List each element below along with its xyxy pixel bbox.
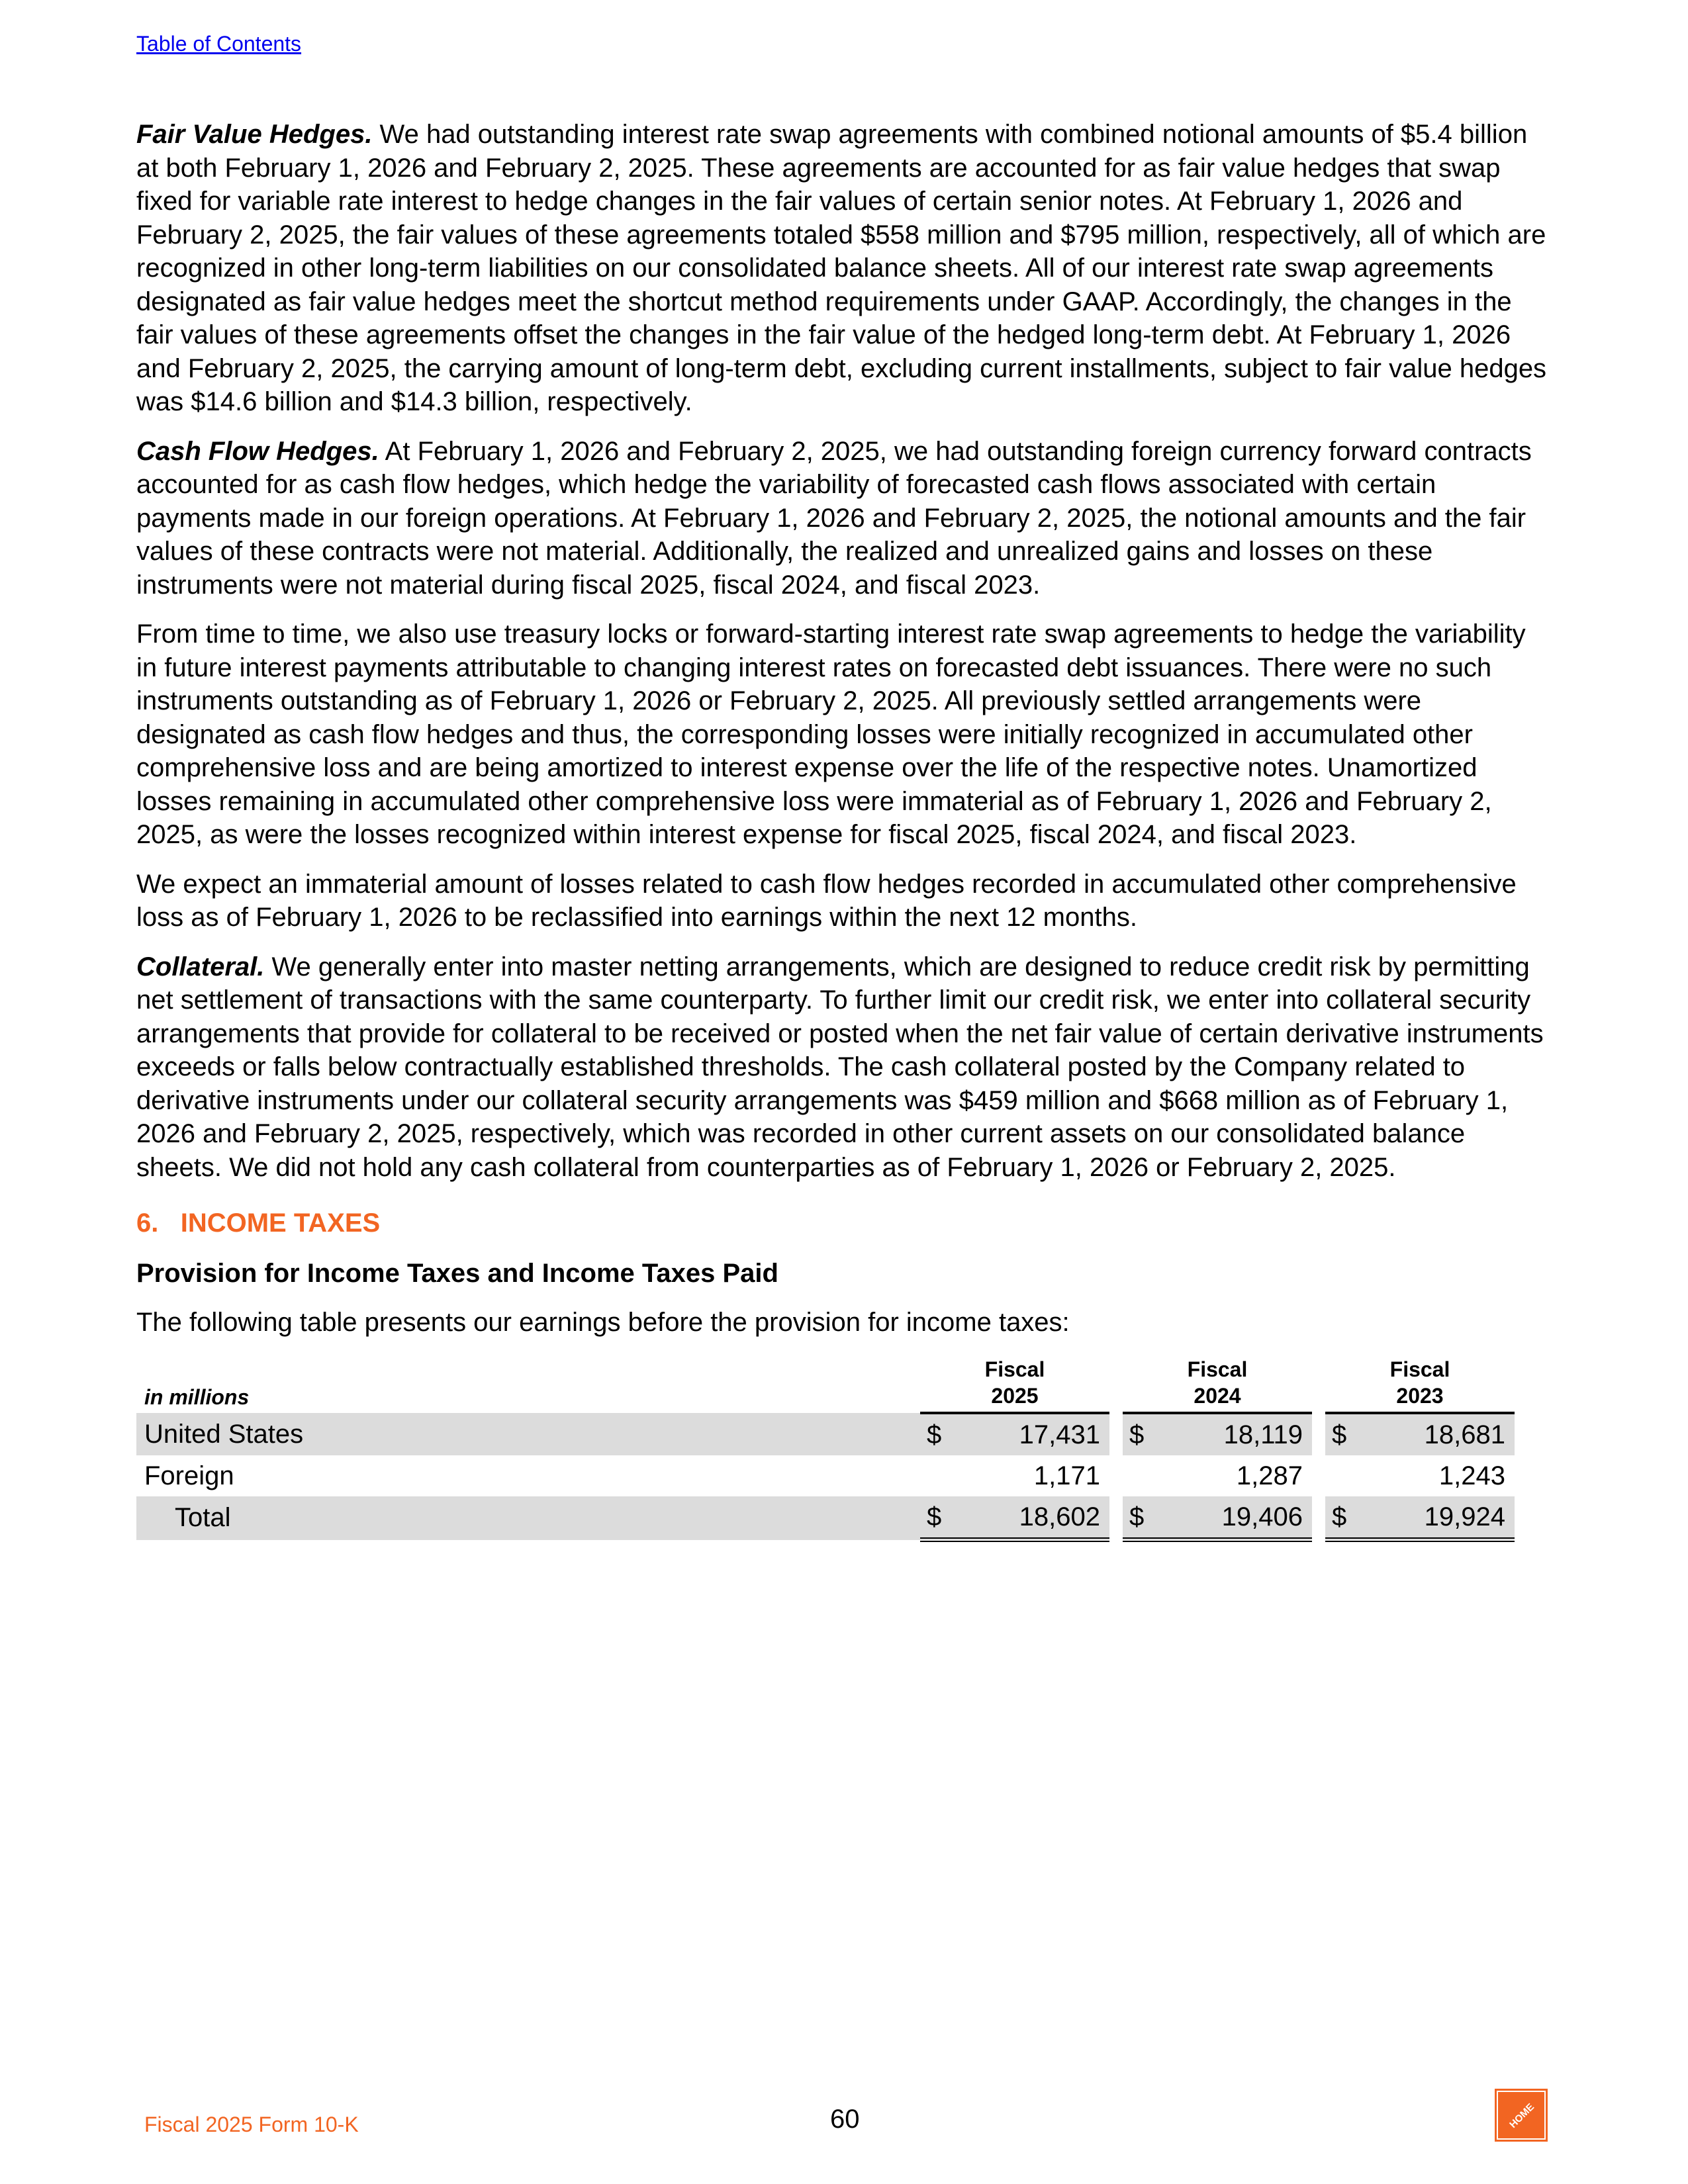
cell-value: 1,287 (1236, 1461, 1303, 1490)
cell-value: 18,681 (1360, 1413, 1515, 1455)
table-of-contents-link[interactable]: Table of Contents (136, 32, 302, 56)
currency-symbol: $ (920, 1413, 955, 1455)
units-label: in millions (144, 1385, 250, 1409)
paragraph-reclassification (136, 868, 1553, 934)
currency-symbol: $ (920, 1496, 955, 1540)
cell-value: 1,171 (1033, 1461, 1100, 1490)
currency-symbol: $ (1325, 1413, 1360, 1455)
table-row (136, 1413, 1515, 1455)
currency-symbol (1123, 1455, 1157, 1496)
cell-value: 17,431 (955, 1413, 1109, 1455)
sub-heading: Provision for Income Taxes and Income Taxes Paid (136, 1259, 778, 1288)
paragraph-collateral (136, 950, 1553, 1185)
paragraph-text: At February 1, 2026 and February 2, 2025, we had outstanding foreign currency forward contracts accounted for as cash flow hedges, which hedge the variability of forecasted cash flows associated with certain payments made in our foreign operations. At February 1, 2026 and February 2, 2025, the notional amounts and the fair values of these contracts were not material. Additionally, the realized and unrealized gains and losses on these instruments were not material during fiscal 2025, fiscal 2024, and fiscal 2023. (136, 436, 1532, 600)
paragraph-lead: Fair Value Hedges. (136, 120, 373, 149)
cell-value: 18,119 (1157, 1413, 1312, 1455)
currency-symbol (1325, 1455, 1360, 1496)
row-label: Foreign (144, 1461, 234, 1490)
cell-value: 19,924 (1360, 1496, 1515, 1540)
cell-value: 18,602 (955, 1496, 1109, 1540)
currency-symbol: $ (1325, 1496, 1360, 1540)
home-depot-logo-icon (1495, 2089, 1548, 2142)
column-header-fiscal-2024: Fiscal 2024 (1123, 1356, 1312, 1413)
logo-graphic (1495, 2089, 1548, 2142)
currency-symbol (920, 1455, 955, 1496)
column-header-fiscal-2023: Fiscal 2023 (1325, 1356, 1515, 1413)
currency-symbol: $ (1123, 1413, 1157, 1455)
paragraph-text: We expect an immaterial amount of losses related to cash flow hedges recorded in accumulated other comprehensive loss as of February 1, 2026 to be reclassified into earnings within the next 12 months. (136, 869, 1517, 932)
cell-value: 19,406 (1157, 1496, 1312, 1540)
page-number: 60 (830, 2105, 860, 2134)
page-content (136, 118, 1553, 1542)
row-label: Total (136, 1496, 920, 1540)
paragraph-lead: Collateral. (136, 952, 265, 981)
column-header-fiscal-2025: Fiscal 2025 (920, 1356, 1109, 1413)
paragraph-treasury-locks (136, 617, 1553, 852)
paragraph-text: We had outstanding interest rate swap agreements with combined notional amounts of $5.4 billion at both February 1, 2026 and February 2, 2025. These agreements are accounted for as fair value hedges that swap fixed for variable rate interest to hedge changes in the fair values of certain senior notes. At February 1, 2026 and February 2, 2025, the fair values of these agreements totaled $558 million and $795 million, respectively, all of which are recognized in other long-term liabilities on our consolidated balance sheets. All of our interest rate swap agreements designated as fair value hedges meet the shortcut method requirements under GAAP. Accordingly, the changes in the fair values of these agreements offset the changes in the fair value of the hedged long-term debt. At February 1, 2026 and February 2, 2025, the carrying amount of long-term debt, excluding current installments, subject to fair value hedges was $14.6 billion and $14.3 billion, respectively. (136, 120, 1547, 416)
form-label: Fiscal 2025 Form 10-K (144, 2113, 359, 2136)
table-row-total (136, 1496, 1515, 1540)
paragraph-fair-value-hedges (136, 118, 1553, 419)
paragraph-cash-flow-hedges (136, 435, 1553, 602)
currency-symbol: $ (1123, 1496, 1157, 1540)
paragraph-text: We generally enter into master netting arrangements, which are designed to reduce credit risk by permitting net settlement of transactions with the same counterparty. To further limit our credit risk, we enter into collateral security arrangements that provide for collateral to be received or posted when the net fair value of certain derivative instruments exceeds or falls below contractually established thresholds. The cash collateral posted by the Company related to derivative instruments under our collateral security arrangements was $459 million and $668 million as of February 1, 2026 and February 2, 2025, respectively, which was recorded in other current assets on our consolidated balance sheets. We did not hold any cash collateral from counterparties as of February 1, 2026 or February 2, 2025. (136, 952, 1544, 1182)
paragraph-lead: Cash Flow Hedges. (136, 436, 379, 466)
table-intro: The following table presents our earnings before the provision for income taxes: (136, 1308, 1070, 1337)
section-heading: 6. INCOME TAXES (136, 1208, 381, 1238)
paragraph-text: From time to time, we also use treasury locks or forward-starting interest rate swap agreements to hedge the variability in future interest payments attributable to changing interest rates on forecasted debt issuances. There were no such instruments outstanding as of February 1, 2026 or February 2, 2025. All previously settled arrangements were designated as cash flow hedges and thus, the corresponding losses were initially recognized in accumulated other comprehensive loss and are being amortized to interest expense over the life of the respective notes. Unamortized losses remaining in accumulated other comprehensive loss were immaterial as of February 1, 2026 and February 2, 2025, as were the losses recognized within interest expense for fiscal 2025, fiscal 2024, and fiscal 2023. (136, 619, 1526, 849)
svg-text:HOME: HOME (1507, 2101, 1536, 2130)
row-label: United States (136, 1413, 920, 1455)
earnings-table (136, 1356, 1515, 1542)
cell-value: 1,243 (1438, 1461, 1505, 1490)
table-header-row (136, 1356, 1515, 1413)
table-row (136, 1455, 1515, 1496)
